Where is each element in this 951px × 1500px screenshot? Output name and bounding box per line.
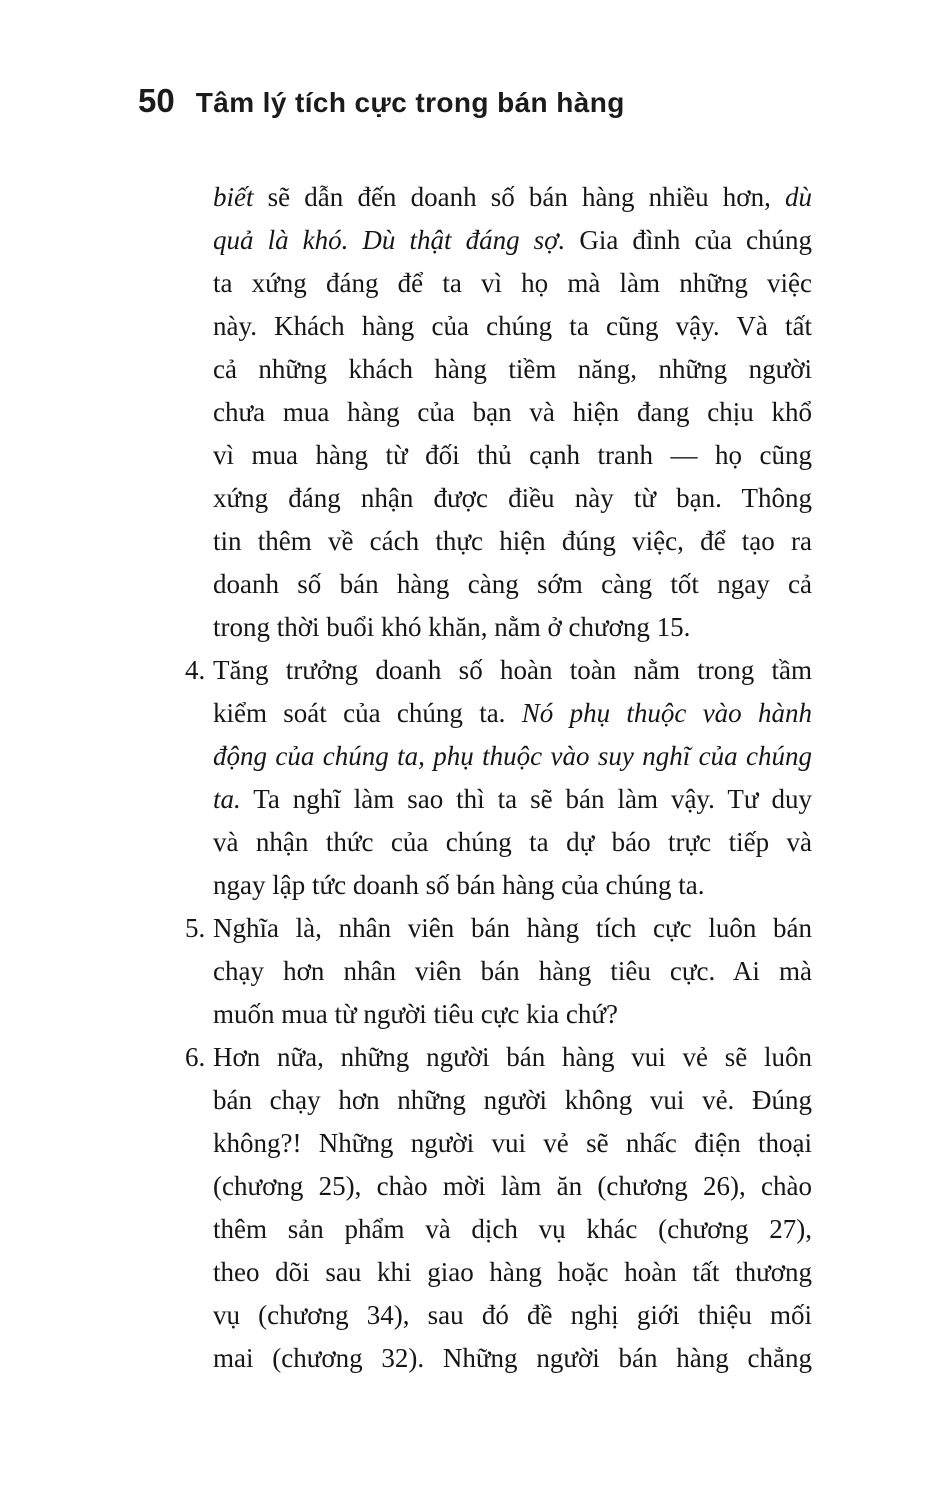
line-text (213, 477, 812, 520)
list-number: 6. (185, 1042, 206, 1072)
italic-text-run: dù (785, 182, 812, 212)
text-run: xứng đáng nhận được điều này từ bạn. Thông (213, 483, 812, 513)
list-number (185, 1208, 213, 1251)
text-line (185, 1122, 812, 1165)
list-number (185, 1251, 213, 1294)
text-line (185, 692, 812, 735)
text-run: trong thời buổi khó khăn, nằm ở chương 15. (213, 612, 691, 642)
running-title: Tâm lý tích cực trong bán hàng (195, 87, 625, 118)
line-text (213, 864, 812, 907)
italic-text-run: Nó phụ thuộc vào hành (521, 698, 812, 728)
list-number (185, 950, 213, 993)
text-run: Nghĩa là, nhân viên bán hàng tích cực luôn bán (213, 913, 812, 943)
line-text (213, 176, 812, 219)
text-run: tin thêm về cách thực hiện đúng việc, để tạo ra (213, 526, 812, 556)
line-text (213, 649, 812, 692)
line-text (213, 735, 812, 778)
text-run: vì mua hàng từ đối thủ cạnh tranh — họ cũng (213, 440, 812, 470)
text-line (185, 262, 812, 305)
line-text (213, 1036, 812, 1079)
line-text (213, 950, 812, 993)
list-number (185, 1122, 213, 1165)
line-text (213, 993, 812, 1036)
list-number: 4. (185, 655, 206, 685)
text-run: Ta nghĩ làm sao thì ta sẽ bán làm vậy. Tư duy (240, 784, 812, 814)
text-run: và nhận thức của chúng ta dự báo trực tiếp và (213, 827, 812, 857)
line-text (213, 1251, 812, 1294)
text-run: mai (chương 32). Những người bán hàng chẳng (213, 1343, 812, 1373)
text-line (185, 907, 812, 950)
list-number (185, 606, 213, 649)
text-line (185, 1036, 812, 1079)
text-run: ngay lập tức doanh số bán hàng của chúng ta. (213, 870, 705, 900)
italic-text-run: biết (213, 182, 254, 212)
line-text (213, 1122, 812, 1165)
list-number (185, 821, 213, 864)
line-text (213, 219, 812, 262)
line-text (213, 391, 812, 434)
list-number (185, 305, 213, 348)
list-number: 5. (185, 913, 206, 943)
text-line (185, 219, 812, 262)
text-line (185, 305, 812, 348)
text-run: sẽ dẫn đến doanh số bán hàng nhiều hơn, (253, 182, 785, 212)
page-number: 50 (138, 82, 175, 119)
line-text (213, 821, 812, 864)
text-line (185, 821, 812, 864)
text-line (185, 735, 812, 778)
text-line (185, 1079, 812, 1122)
text-run: Hơn nữa, những người bán hàng vui vẻ sẽ luôn (213, 1042, 812, 1072)
line-text (213, 1165, 812, 1208)
text-run: này. Khách hàng của chúng ta cũng vậy. Và tất (213, 311, 812, 341)
text-line (185, 1294, 812, 1337)
list-number (185, 262, 213, 305)
text-line (185, 778, 812, 821)
list-number (185, 735, 213, 778)
line-text (213, 1294, 812, 1337)
text-line (185, 477, 812, 520)
line-text (213, 907, 812, 950)
text-run: Tăng trưởng doanh số hoàn toàn nằm trong tầm (213, 655, 812, 685)
text-line (185, 520, 812, 563)
text-line (185, 1208, 812, 1251)
line-text (213, 520, 812, 563)
list-number (185, 563, 213, 606)
list-number (185, 176, 213, 219)
italic-text-run: ta. (213, 784, 241, 814)
text-run: không?! Những người vui vẻ sẽ nhấc điện thoại (213, 1128, 812, 1158)
line-text (213, 692, 812, 735)
text-line (185, 606, 812, 649)
text-line (185, 348, 812, 391)
list-number (185, 477, 213, 520)
list-number (185, 864, 213, 907)
line-text (213, 434, 812, 477)
italic-text-run: động của chúng ta, phụ thuộc vào suy nghĩ của chúng (213, 741, 812, 771)
list-number (185, 434, 213, 477)
list-number (185, 391, 213, 434)
text-run: ta xứng đáng để ta vì họ mà làm những việc (213, 268, 812, 298)
body-lines (185, 176, 812, 1380)
text-line (185, 176, 812, 219)
text-run: cả những khách hàng tiềm năng, những người (213, 354, 812, 384)
list-number (185, 520, 213, 563)
text-run: vụ (chương 34), sau đó đề nghị giới thiệu mối (213, 1300, 812, 1330)
line-text (213, 606, 812, 649)
line-text (213, 1337, 812, 1380)
list-number (185, 348, 213, 391)
line-text (213, 262, 812, 305)
text-line (185, 1251, 812, 1294)
text-run: chưa mua hàng của bạn và hiện đang chịu khổ (213, 397, 812, 427)
text-run: (chương 25), chào mời làm ăn (chương 26), chào (213, 1171, 812, 1201)
text-run: thêm sản phẩm và dịch vụ khác (chương 27), (213, 1214, 812, 1244)
list-number (185, 219, 213, 262)
list-number (185, 993, 213, 1036)
list-number (185, 1294, 213, 1337)
text-run: bán chạy hơn những người không vui vẻ. Đúng (213, 1085, 812, 1115)
text-line (185, 649, 812, 692)
line-text (213, 305, 812, 348)
line-text (213, 1208, 812, 1251)
line-text (213, 563, 812, 606)
text-line (185, 950, 812, 993)
text-run: Gia đình của chúng (565, 225, 813, 255)
text-line (185, 1165, 812, 1208)
text-run: chạy hơn nhân viên bán hàng tiêu cực. Ai mà (213, 956, 812, 986)
page-header (138, 84, 625, 117)
italic-text-run: quả là khó. Dù thật đáng sợ. (213, 225, 566, 255)
text-run: doanh số bán hàng càng sớm càng tốt ngay cả (213, 569, 812, 599)
text-line (185, 993, 812, 1036)
text-line (185, 563, 812, 606)
text-line (185, 434, 812, 477)
list-number (185, 1165, 213, 1208)
line-text (213, 778, 812, 821)
list-number (185, 1337, 213, 1380)
text-run: muốn mua từ người tiêu cực kia chứ? (213, 999, 618, 1029)
line-text (213, 1079, 812, 1122)
text-line (185, 864, 812, 907)
list-number (185, 778, 213, 821)
list-number (185, 1079, 213, 1122)
text-line (185, 1337, 812, 1380)
line-text (213, 348, 812, 391)
list-number (185, 692, 213, 735)
text-run: kiểm soát của chúng ta. (213, 698, 522, 728)
text-line (185, 391, 812, 434)
text-run: theo dõi sau khi giao hàng hoặc hoàn tất thương (213, 1257, 812, 1287)
